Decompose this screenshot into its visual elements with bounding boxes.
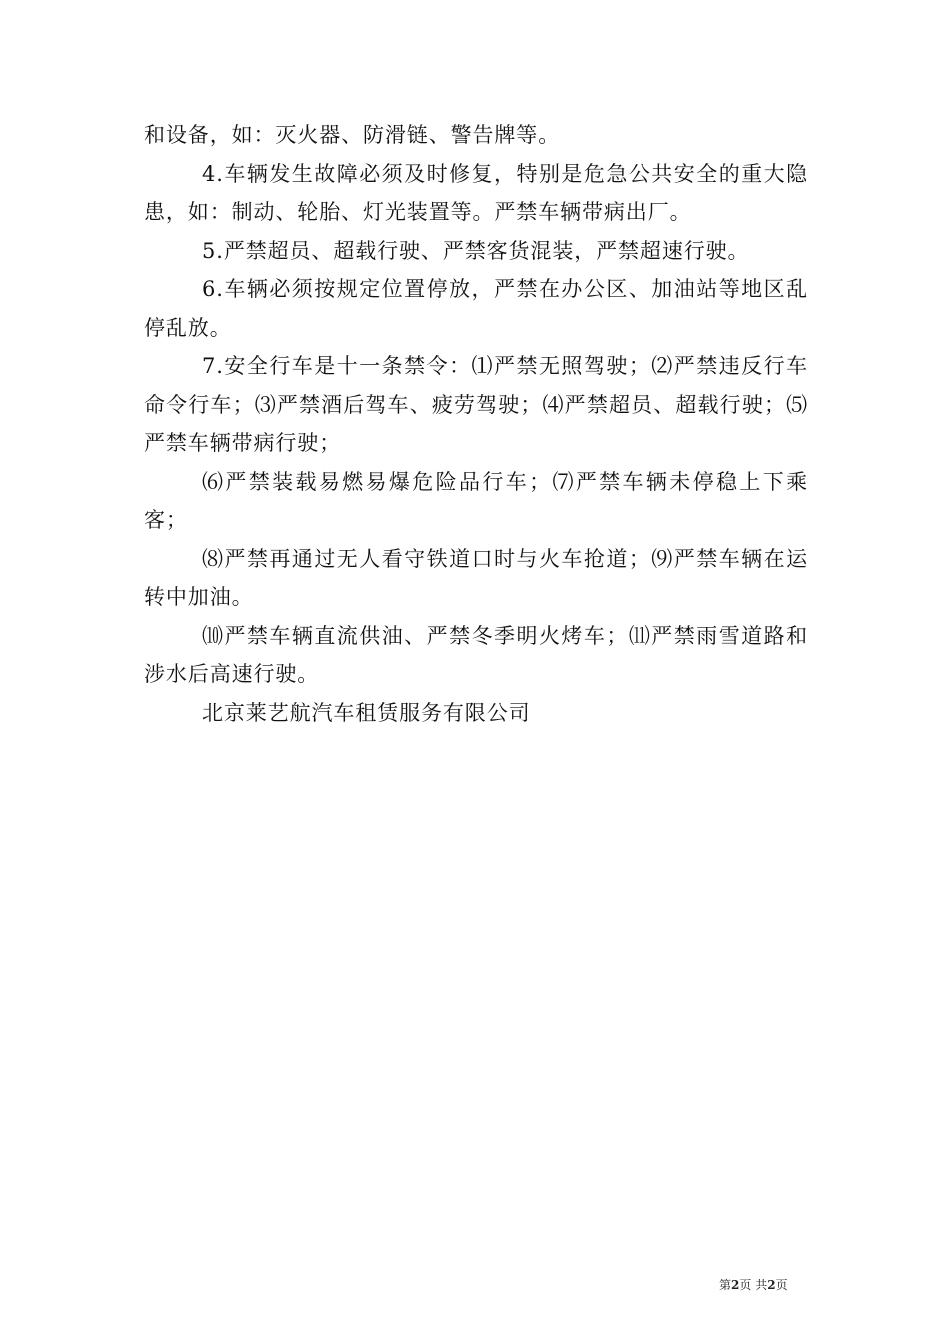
document-body — [144, 116, 808, 732]
paragraph-item-4: 4.车辆发生故障必须及时修复，特别是危急公共安全的重大隐患，如：制动、轮胎、灯光装置等。严禁车辆带病出厂。 — [144, 161, 808, 224]
paragraph-continuation: 和设备，如：灭火器、防滑链、警告牌等。 — [144, 123, 561, 147]
company-signature: 北京莱艺航汽车租赁服务有限公司 — [202, 700, 531, 725]
footer-middle: 页 共 — [739, 1278, 768, 1292]
footer-suffix: 页 — [775, 1278, 788, 1292]
page-footer — [719, 1278, 788, 1292]
footer-total-pages: 2 — [767, 1278, 776, 1292]
paragraph-item-6: 6.车辆必须按规定位置停放，严禁在办公区、加油站等地区乱停乱放。 — [144, 277, 808, 340]
footer-current-page: 2 — [731, 1278, 740, 1292]
paragraph-rule-6-7: ⑹严禁装载易燃易爆危险品行车；⑺严禁车辆未停稳上下乘客； — [144, 469, 808, 532]
paragraph-item-7: 7.安全行车是十一条禁令：⑴严禁无照驾驶；⑵严禁违反行车命令行车；⑶严禁酒后驾车、疲劳驾驶；⑷严禁超员、超载行驶；⑸严禁车辆带病行驶； — [144, 354, 808, 455]
paragraph-item-5: 5.严禁超员、超载行驶、严禁客货混装，严禁超速行驶。 — [202, 238, 750, 263]
paragraph-rule-10-11: ⑽严禁车辆直流供油、严禁冬季明火烤车；⑾严禁雨雪道路和涉水后高速行驶。 — [144, 623, 808, 686]
footer-prefix: 第 — [719, 1278, 732, 1292]
paragraph-rule-8-9: ⑻严禁再通过无人看守铁道口时与火车抢道；⑼严禁车辆在运转中加油。 — [144, 546, 808, 609]
